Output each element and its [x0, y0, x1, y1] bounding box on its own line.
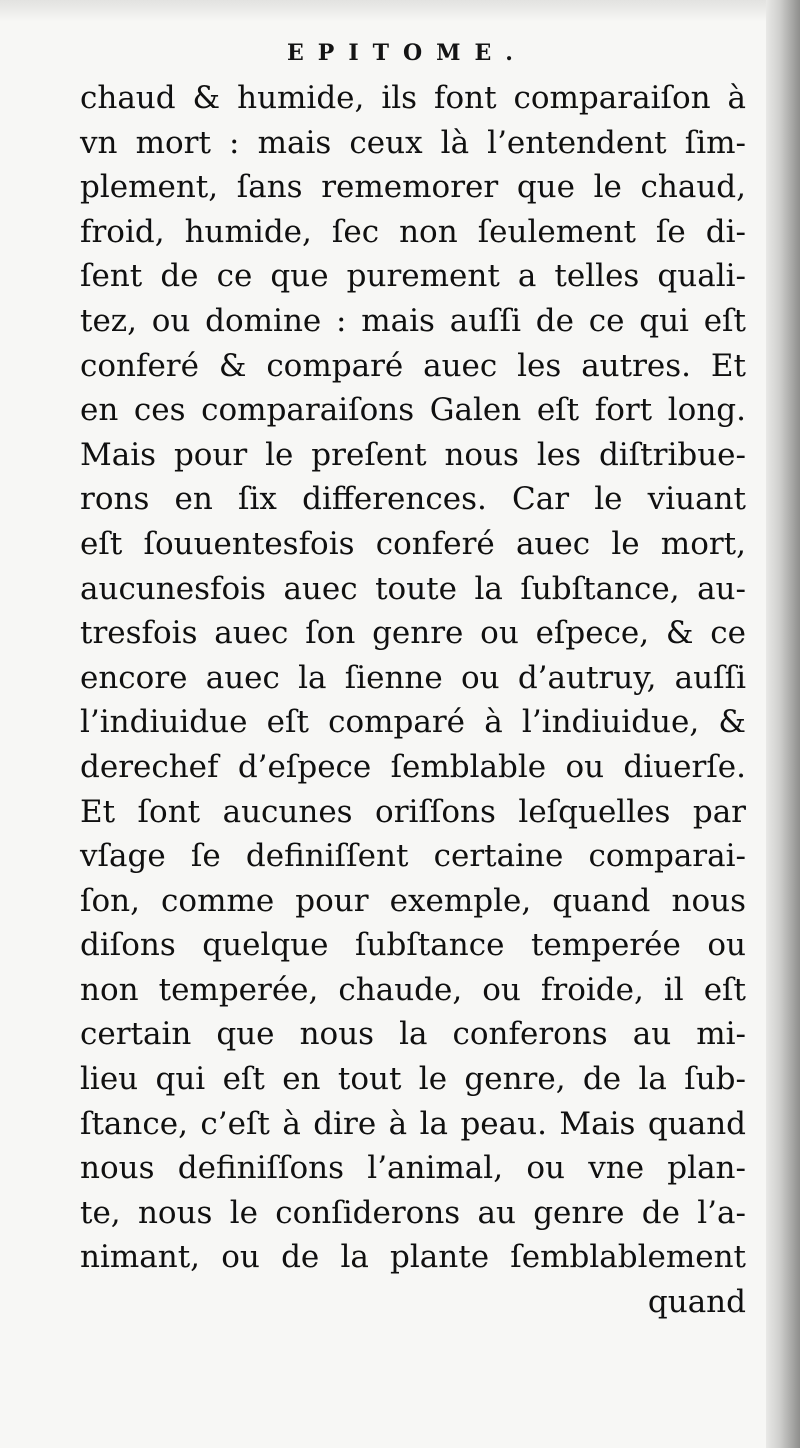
- text-line: te, nous le conſiderons au genre de l’a-: [80, 1194, 746, 1231]
- text-line: lieu qui eſt en tout le genre, de la ſub-: [80, 1061, 746, 1098]
- text-line: aucunesfois auec toute la ſubſtance, au-: [80, 570, 746, 607]
- text-line: vn mort : mais ceux là l’entendent ſim-: [80, 124, 746, 161]
- text-line: nous definiſſons l’animal, ou vne plan-: [80, 1150, 746, 1187]
- text-line: l’indiuidue eſt comparé à l’indiuidue, &: [80, 704, 746, 741]
- text-line: vſage ſe definiſſent certaine comparai-: [80, 838, 746, 875]
- running-head: EPITOME.: [287, 40, 527, 66]
- text-line: encore auec la ſienne ou d’autruy, auſſi: [80, 659, 746, 696]
- text-line: ſon, comme pour exemple, quand nous: [80, 882, 746, 919]
- text-line: diſons quelque ſubſtance temperée ou: [80, 927, 746, 964]
- text-line: tez, ou domine : mais auſſi de ce qui eſt: [80, 302, 746, 339]
- catchword: quand: [647, 1284, 746, 1321]
- text-line: tresfois auec ſon genre ou eſpece, & ce: [80, 615, 746, 652]
- text-line: derechef d’eſpece ſemblable ou diuerſe.: [80, 748, 746, 785]
- text-line: Et ſont aucunes oriſſons leſquelles par: [80, 793, 746, 830]
- text-line: ſtance, c’eſt à dire à la peau. Mais quand: [80, 1105, 746, 1142]
- text-line: Mais pour le preſent nous les diſtribue-: [80, 436, 746, 473]
- text-line: non temperée, chaude, ou froide, il eſt: [80, 971, 746, 1008]
- text-line: plement, ſans rememorer que le chaud,: [80, 169, 746, 206]
- text-line: certain que nous la conferons au mi-: [80, 1016, 746, 1053]
- page-top-shadow: [0, 0, 800, 22]
- body-text: [80, 76, 746, 1325]
- text-line: conferé & comparé auec les autres. Et: [80, 347, 746, 384]
- text-line: eſt ſouuentesfois conferé auec le mort,: [80, 525, 746, 562]
- text-line: froid, humide, ſec non ſeulement ſe di-: [80, 213, 746, 250]
- text-line: chaud & humide, ils font comparaiſon à: [80, 80, 746, 116]
- text-line: nimant, ou de la plante ſemblablement: [80, 1239, 746, 1276]
- text-line: ſent de ce que purement a telles quali-: [80, 258, 746, 295]
- page-edge-shadow: [766, 0, 800, 1448]
- text-line: en ces comparaiſons Galen eſt fort long.: [80, 392, 746, 429]
- text-line: rons en ſix differences. Car le viuant: [80, 481, 746, 518]
